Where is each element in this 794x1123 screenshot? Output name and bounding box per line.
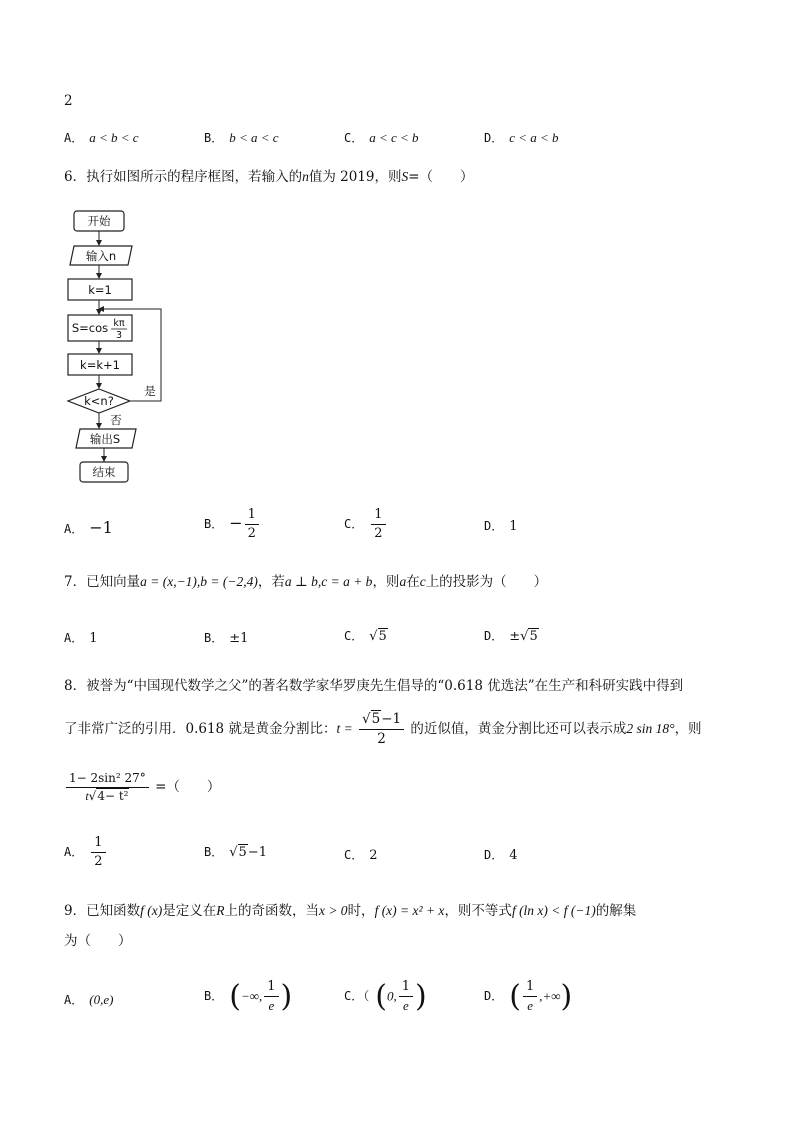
flowchart-start-label: 开始 <box>87 214 111 228</box>
q6-option-d[interactable]: D． 1 <box>484 519 518 534</box>
q5-option-d[interactable]: D． c < a < b <box>484 130 559 145</box>
q9-option-d[interactable]: D． ( $\frac{1}{e}$ ,+∞) <box>484 978 573 1014</box>
q7-option-c[interactable]: C． √5 <box>344 629 387 644</box>
q8-option-a[interactable]: A． $\frac{1}{2}$ <box>64 836 108 870</box>
flowchart-no-label: 否 <box>110 413 122 427</box>
flowchart-output-label: 输出S <box>89 432 121 446</box>
q9-option-c[interactable]: C．（ (0, $\frac{1}{e}$ ) <box>344 978 427 1014</box>
q5-option-a[interactable]: A． a < b < c <box>64 130 139 145</box>
q9-option-a[interactable]: A． (0,e) <box>64 992 114 1007</box>
q9-stem-line2: 为（ ） <box>64 933 132 949</box>
flowchart-init-label: k=1 <box>88 283 112 297</box>
flowchart <box>66 207 176 487</box>
q8-option-d[interactable]: D． 4 <box>484 848 518 863</box>
q8-stem-line2: 了非常广泛的引用．0.618 就是黄金分割比：t = $\frac{√5-1}{2}$ 的近似值，黄金分割比还可以表示成2 sin 18°，则 <box>64 711 702 747</box>
q9-option-b[interactable]: B． (−∞, $\frac{1}{e}$ ) <box>204 978 293 1014</box>
q6-option-b[interactable]: B． − $\frac{1}{2}$ <box>204 508 261 542</box>
flowchart-assign-lhs: S=cos <box>71 321 109 335</box>
q5-option-b[interactable]: B． b < a < c <box>204 130 279 145</box>
flowchart-input-label: 输入n <box>85 249 117 263</box>
flowchart-end-label: 结束 <box>92 465 116 479</box>
q8-expression: $\frac{\text{1− 2sin² 27°}}{\text{t√4− t²}}$ =（ ） <box>64 772 220 803</box>
flowchart-yes-label: 是 <box>144 384 156 398</box>
q6-option-a[interactable]: A． −1 <box>64 518 113 537</box>
q7-option-d[interactable]: D． ±√5 <box>484 629 538 644</box>
q5-option-c[interactable]: C． a < c < b <box>344 130 419 145</box>
q7-option-a[interactable]: A． 1 <box>64 631 98 646</box>
q6-option-c[interactable]: C． $\frac{1}{2}$ <box>344 508 388 542</box>
flowchart-condition-label: k<n? <box>84 394 114 408</box>
q7-option-b[interactable]: B． ±1 <box>204 631 249 646</box>
q8-option-b[interactable]: B． √5−1 <box>204 845 267 860</box>
page-number: 2 <box>64 93 73 109</box>
flowchart-assign-den: 3 <box>115 330 123 341</box>
q8-stem-line1: 8．被誉为“中国现代数学之父”的著名数学家华罗庚先生倡导的“0.618 优选法”在生产和科研实践中得到 <box>64 678 684 694</box>
q9-stem-line1: 9．已知函数f (x)是定义在R上的奇函数，当x > 0时，f (x) = x² + x，则不等式f (ln x) < f (−1)的解集 <box>64 903 637 919</box>
flowchart-increment-label: k=k+1 <box>80 358 120 372</box>
q8-option-c[interactable]: C． 2 <box>344 848 378 863</box>
q6-stem: 6．执行如图所示的程序框图，若输入的n值为 2019，则S=（ ） <box>64 169 474 185</box>
q7-stem: 7．已知向量a = (x,−1),b = (−2,4)，若a ⊥ b,c = a + b，则a在c上的投影为（ ） <box>64 574 548 590</box>
flowchart-assign-num: kπ <box>113 318 125 329</box>
